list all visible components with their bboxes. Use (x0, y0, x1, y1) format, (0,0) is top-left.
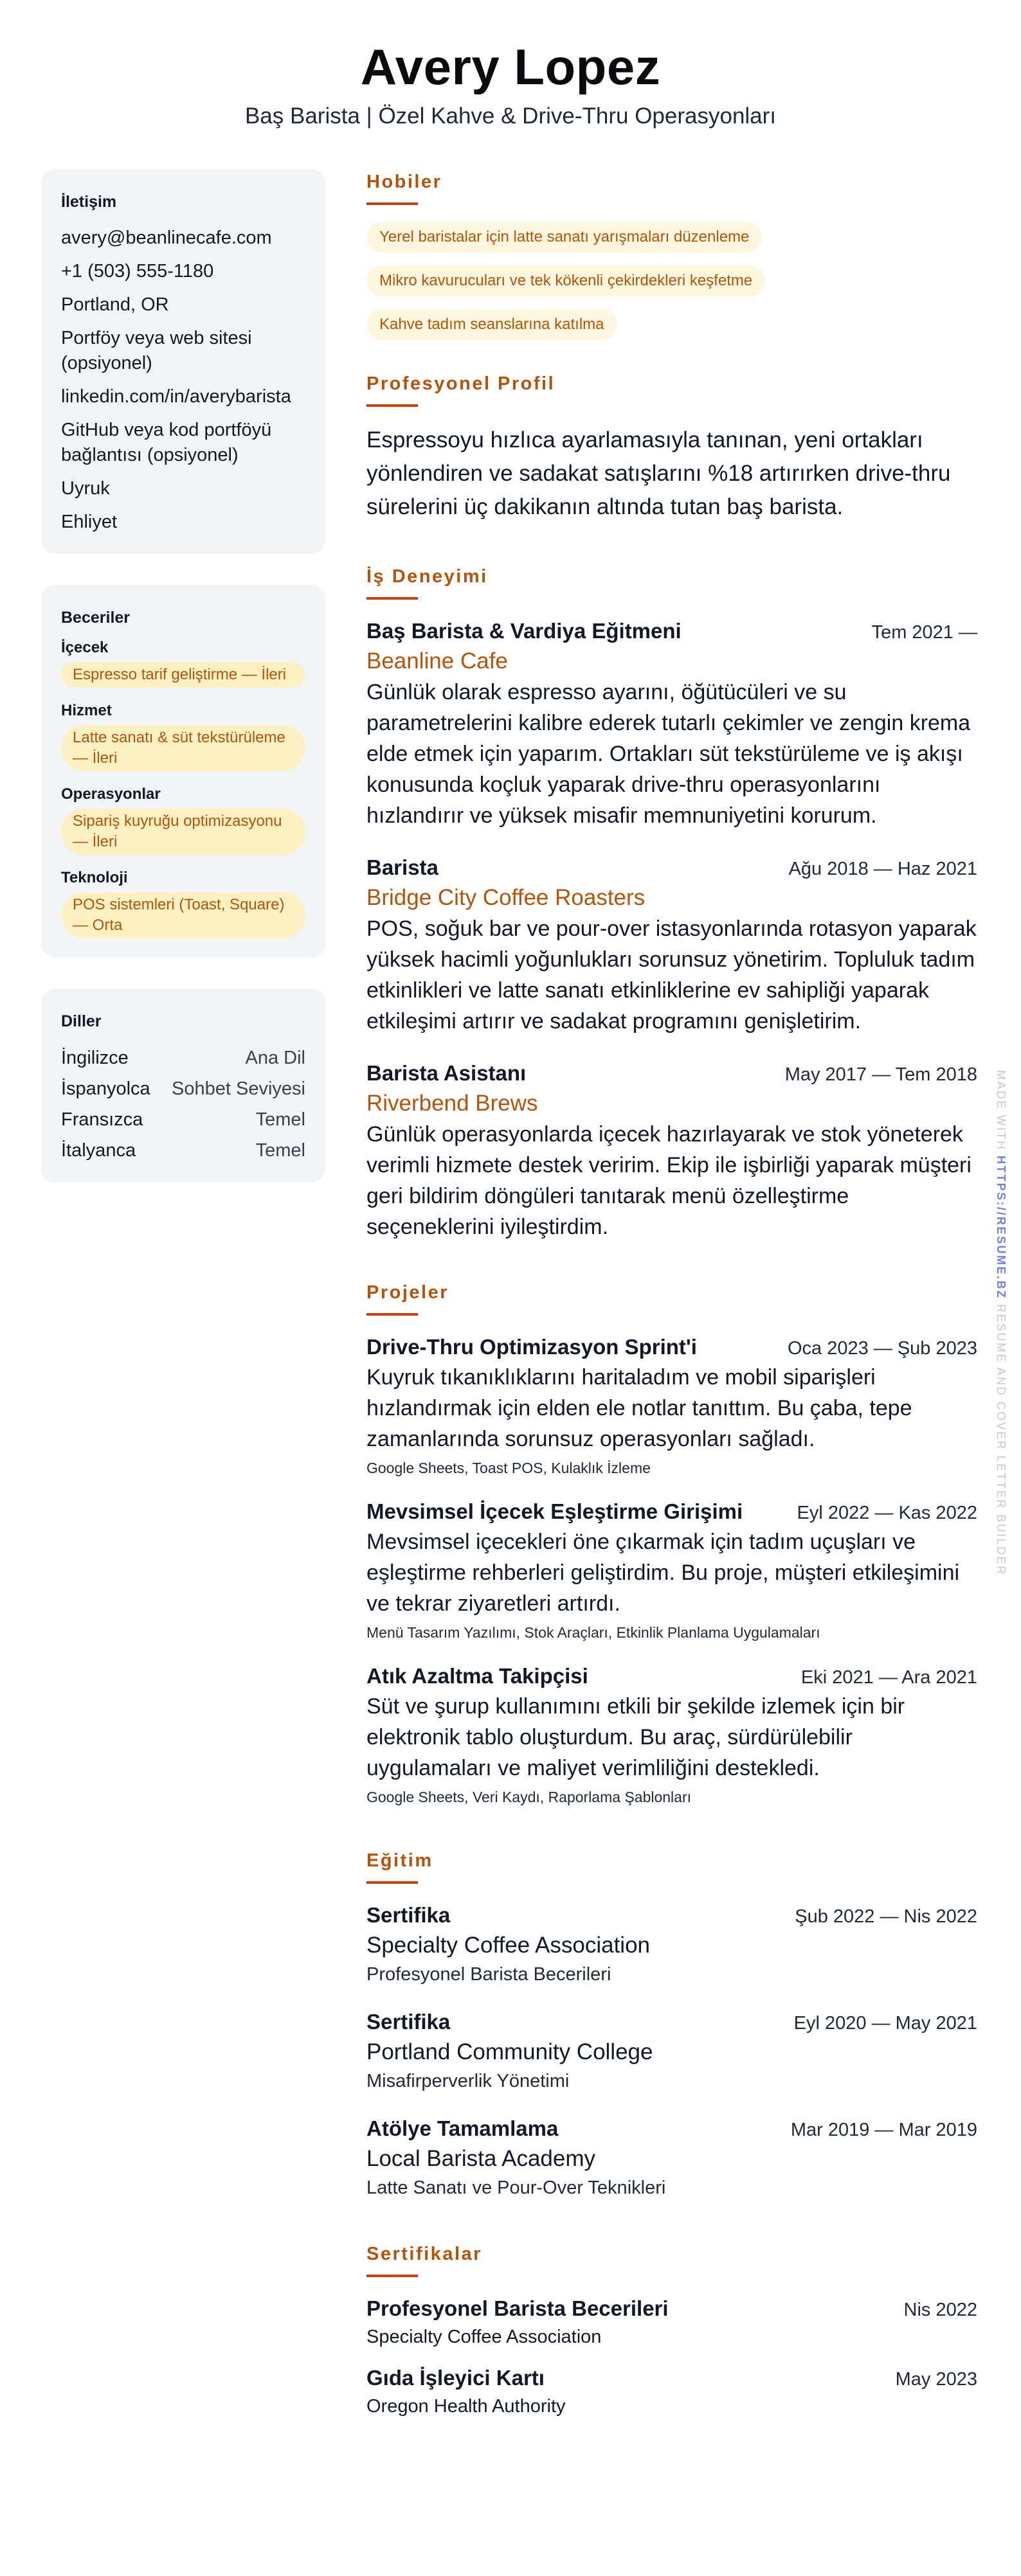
language-name: Fransızca (61, 1109, 143, 1130)
company-name: Bridge City Coffee Roasters (366, 885, 646, 910)
resume-header (0, 36, 1021, 131)
section-divider (366, 597, 418, 600)
experience-section (366, 564, 977, 1242)
section-title: Profesyonel Profil (366, 373, 556, 394)
language-name: İngilizce (61, 1048, 129, 1068)
section-divider (366, 202, 418, 205)
company-name: Riverbend Brews (366, 1091, 538, 1116)
certification-date: May 2023 (895, 2369, 977, 2390)
skill-category: Teknoloji (61, 869, 128, 886)
job-description: POS, soğuk bar ve pour-over istasyonlarında rotasyon yaparak yüksek hacimli yoğunlukları sorunsuz yönetirim. Topluluk tadım etkinlikleri ve latte sanatı etkinliklerine ev sahipliği yaparak etkileşimi artırır ve sadakat programını genişletirim. (366, 917, 977, 1033)
language-name: İtalyanca (61, 1140, 136, 1161)
education-dates: Mar 2019 — Mar 2019 (790, 2120, 977, 2140)
project-entry (366, 1661, 977, 1808)
hobby-tag: Mikro kavurucuları ve tek kökenli çekirdekleri keşfetme (366, 265, 765, 296)
skill-group (61, 638, 305, 688)
experience-entry (366, 1059, 977, 1242)
education-entry (366, 1901, 977, 1988)
certification-entry (366, 2294, 977, 2350)
school-name: Specialty Coffee Association (366, 1933, 651, 1958)
project-description: Mevsimsel içecekleri öne çıkarmak için tadım uçuşları ve eşleştirme rehberleri geliştirdim. Bu proje, müşteri etkileşimini ve tekrar ziyaretleri artırdı. (366, 1530, 960, 1616)
certification-name: Profesyonel Barista Becerileri (366, 2296, 669, 2320)
candidate-name: Avery Lopez (360, 39, 661, 95)
hobbies-section (366, 169, 977, 353)
project-dates: Eki 2021 — Ara 2021 (800, 1667, 977, 1688)
education-field: Latte Sanatı ve Pour-Over Teknikleri (366, 2178, 666, 2198)
watermark-link[interactable]: HTTPS://RESUME.BZ (995, 1156, 1007, 1300)
education-entry (366, 2114, 977, 2201)
job-title: Baş Barista & Vardiya Eğitmeni (366, 619, 682, 643)
contact-license: Ehliyet (61, 512, 118, 532)
language-row (61, 1138, 305, 1163)
job-dates: May 2017 — Tem 2018 (784, 1064, 977, 1085)
skill-group (61, 868, 305, 938)
skill-level-badge: Latte sanatı & süt tekstürüleme — İleri (61, 725, 305, 771)
experience-entry (366, 853, 977, 1037)
job-dates: Tem 2021 — (871, 622, 977, 643)
job-title: Barista (366, 855, 438, 879)
contact-linkedin[interactable]: linkedin.com/in/averybarista (61, 386, 291, 407)
skills-title: Beceriler (61, 609, 131, 627)
project-tech: Google Sheets, Veri Kaydı, Raporlama Şablonları (366, 1789, 692, 1805)
degree: Atölye Tamamlama (366, 2116, 559, 2140)
languages-title: Diller (61, 1012, 102, 1030)
certification-date: Nis 2022 (903, 2300, 977, 2320)
candidate-subtitle: Baş Barista | Özel Kahve & Drive-Thru Operasyonları (244, 103, 777, 129)
project-dates: Eyl 2022 — Kas 2022 (797, 1503, 977, 1523)
watermark-suffix: RESUME AND COVER LETTER BUILDER (995, 1304, 1007, 1576)
hobby-tag: Yerel baristalar için latte sanatı yarışmaları düzenleme (366, 222, 762, 253)
school-name: Portland Community College (366, 2039, 653, 2064)
contact-nationality: Uyruk (61, 478, 110, 499)
profile-summary: Espressoyu hızlıca ayarlamasıyla tanınan, yeni ortakları yönlendiren ve sadakat satışlarını %18 artırırken drive-thru sürelerini üç dakikanın altında tutan baş barista. (366, 427, 951, 519)
skill-group (61, 701, 305, 771)
education-dates: Şub 2022 — Nis 2022 (795, 1906, 977, 1927)
section-title: Sertifikalar (366, 2244, 482, 2264)
contact-phone[interactable]: +1 (503) 555-1180 (61, 261, 214, 282)
language-level: Temel (255, 1140, 305, 1161)
section-divider (366, 2275, 418, 2277)
education-field: Profesyonel Barista Becerileri (366, 1964, 611, 1985)
language-level: Temel (255, 1109, 305, 1130)
section-divider (366, 1881, 418, 1884)
section-divider (366, 404, 418, 407)
section-divider (366, 1313, 418, 1316)
builder-watermark (995, 1070, 1007, 1597)
skill-level-badge: Espresso tarif geliştirme — İleri (61, 662, 305, 688)
language-row (61, 1045, 305, 1071)
project-description: Süt ve şurup kullanımını etkili bir şekilde izlemek için bir elektronik tablo oluşturdum. Bu araç, sürdürülebilir uygulamaları ve maliyet verimliliğini destekledi. (366, 1694, 905, 1780)
section-title: İş Deneyimi (366, 566, 488, 587)
education-entry (366, 2007, 977, 2095)
job-title: Barista Asistanı (366, 1061, 527, 1085)
hobby-tag: Kahve tadım seanslarına katılma (366, 309, 617, 340)
skill-category: Operasyonlar (61, 785, 161, 803)
education-dates: Eyl 2020 — May 2021 (793, 2013, 977, 2034)
job-dates: Ağu 2018 — Haz 2021 (788, 859, 977, 879)
project-entry (366, 1332, 977, 1479)
certification-issuer: Specialty Coffee Association (366, 2327, 602, 2347)
project-name: Atık Azaltma Takipçisi (366, 1664, 588, 1688)
skills-card (41, 585, 325, 958)
section-title: Eğitim (366, 1850, 433, 1871)
job-description: Günlük olarak espresso ayarını, öğütücüleri ve su parametrelerini kalibre ederek tutarlı çekimler ve zengin krema elde etmek için yaparım. Ortakları süt tekstürüleme ve iş akışı konusunda koçluk yaparak drive-thru operasyonlarını hızlandırır ve yüksek misafir memnuniyetini korurum. (366, 680, 971, 828)
profile-section (366, 371, 977, 524)
main-content (366, 169, 977, 2420)
project-dates: Oca 2023 — Şub 2023 (787, 1338, 977, 1359)
certification-entry (366, 2363, 977, 2420)
project-description: Kuyruk tıkanıklıklarını haritaladım ve mobil siparişleri hızlandırmak için elden ele notlar tanıttım. Bu çaba, tepe zamanlarında sorunsuz operasyonları sağladı. (366, 1365, 912, 1451)
contact-card (41, 169, 325, 554)
job-description: Günlük operasyonlarda içecek hazırlayarak ve stok yöneterek verimli hizmete destek veririm. Ekip ile işbirliği yaparak müşteri geri bildirim döngüleri tanıtarak menü özelleştirme seçeneklerini iyileştirdim. (366, 1122, 971, 1239)
language-name: İspanyolca (61, 1078, 150, 1099)
education-section (366, 1848, 977, 2201)
languages-card (41, 988, 325, 1183)
project-tech: Google Sheets, Toast POS, Kulaklık İzleme (366, 1460, 651, 1476)
project-name: Mevsimsel İçecek Eşleştirme Girişimi (366, 1499, 743, 1523)
project-entry (366, 1497, 977, 1643)
project-name: Drive-Thru Optimizasyon Sprint'i (366, 1335, 697, 1359)
certification-issuer: Oregon Health Authority (366, 2396, 566, 2417)
certifications-section (366, 2241, 977, 2420)
contact-title: İletişim (61, 193, 117, 211)
section-title: Hobiler (366, 172, 442, 192)
contact-github[interactable]: GitHub veya kod portföyü bağlantısı (opsiyonel) (61, 420, 272, 465)
skill-category: İçecek (61, 639, 109, 656)
skill-level-badge: POS sistemleri (Toast, Square) — Orta (61, 892, 305, 938)
skill-group (61, 784, 305, 855)
degree: Sertifika (366, 1903, 451, 1927)
contact-location: Portland, OR (61, 294, 169, 315)
contact-website[interactable]: Portföy veya web sitesi (opsiyonel) (61, 328, 252, 373)
sidebar (41, 169, 325, 1213)
project-tech: Menü Tasarım Yazılımı, Stok Araçları, Etkinlik Planlama Uygulamaları (366, 1624, 820, 1641)
language-row (61, 1076, 305, 1102)
school-name: Local Barista Academy (366, 2146, 596, 2171)
watermark-prefix: MADE WITH (995, 1070, 1007, 1151)
skill-level-badge: Sipariş kuyruğu optimizasyonu — İleri (61, 809, 305, 855)
skill-category: Hizmet (61, 702, 112, 719)
language-row (61, 1107, 305, 1132)
contact-email[interactable]: avery@beanlinecafe.com (61, 228, 272, 248)
degree: Sertifika (366, 2010, 451, 2034)
experience-entry (366, 616, 977, 831)
company-name: Beanline Cafe (366, 648, 508, 674)
certification-name: Gıda İşleyici Kartı (366, 2366, 545, 2390)
language-level: Sohbet Seviyesi (172, 1078, 305, 1099)
education-field: Misafirperverlik Yönetimi (366, 2071, 570, 2091)
projects-section (366, 1280, 977, 1808)
section-title: Projeler (366, 1282, 449, 1303)
language-level: Ana Dil (245, 1048, 305, 1068)
